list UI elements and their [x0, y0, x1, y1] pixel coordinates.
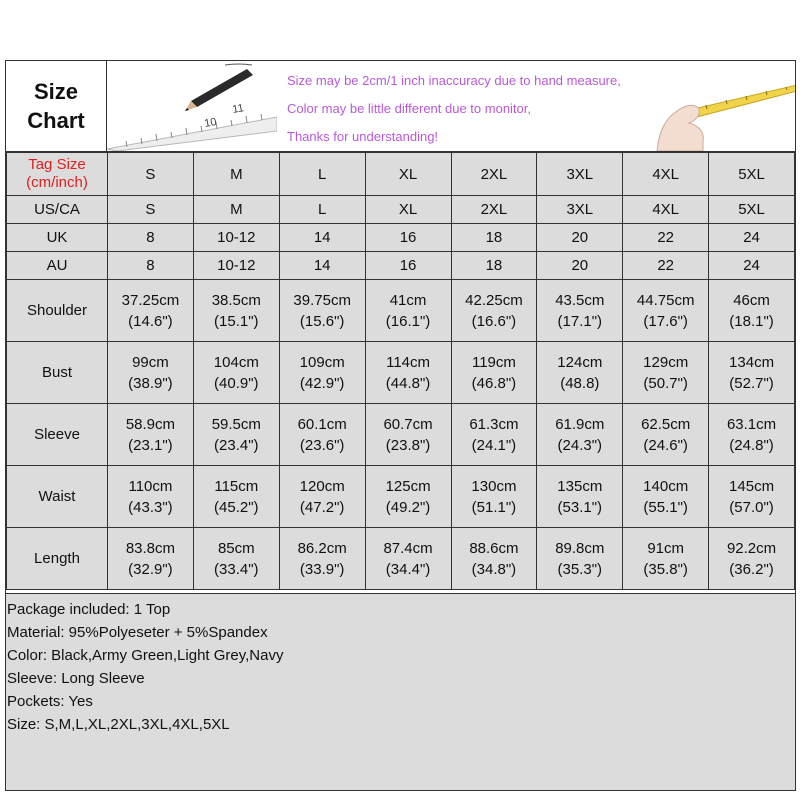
uk-cell: 22 — [623, 224, 709, 252]
bust-cm: 119cm — [471, 353, 516, 371]
bust-cm: 134cm — [729, 353, 775, 371]
shoulder-cm: 42.25cm — [465, 291, 523, 309]
table-row-tag-size — [7, 153, 795, 196]
length-cm: 86.2cm — [297, 539, 347, 557]
table-row-au — [7, 252, 795, 280]
us-ca-cell: 3XL — [537, 196, 623, 224]
length-cell — [279, 528, 365, 590]
tag-size-m: M — [193, 153, 279, 196]
us-ca-cell: 4XL — [623, 196, 709, 224]
chart-header — [6, 61, 795, 152]
tag-size-label-line-1: Tag Size — [28, 156, 86, 173]
length-inch: (35.8") — [643, 560, 688, 578]
au-cell: 20 — [537, 252, 623, 280]
length-cell — [709, 528, 795, 590]
bust-inch: (48.8) — [560, 374, 600, 392]
us-ca-cell: S — [108, 196, 194, 224]
length-cell — [193, 528, 279, 590]
bust-inch: (38.9") — [128, 374, 173, 392]
au-cell: 8 — [108, 252, 194, 280]
measurement-banner — [107, 61, 795, 151]
us-ca-label: US/CA — [7, 196, 108, 224]
bust-cm: 129cm — [643, 353, 689, 371]
package-included: Package included: 1 Top — [7, 601, 171, 618]
bust-cell — [365, 342, 451, 404]
shoulder-cell — [451, 280, 537, 342]
color-options: Color: Black,Army Green,Light Grey,Navy — [7, 647, 284, 664]
us-ca-cell: 5XL — [709, 196, 795, 224]
tag-size-5xl: 5XL — [709, 153, 795, 196]
table-row-length — [7, 528, 795, 590]
table-row-sleeve — [7, 404, 795, 466]
tag-size-label — [7, 153, 108, 196]
table-row-us-ca — [7, 196, 795, 224]
bust-inch: (42.9") — [299, 374, 345, 392]
us-ca-cell: M — [193, 196, 279, 224]
sleeve-inch: (24.6") — [643, 436, 688, 454]
bust-cm: 114cm — [386, 353, 431, 371]
au-cell: 24 — [709, 252, 795, 280]
length-cell — [537, 528, 623, 590]
waist-cell — [451, 466, 537, 528]
waist-label: Waist — [7, 466, 108, 528]
uk-cell: 16 — [365, 224, 451, 252]
bust-inch: (46.8") — [471, 374, 517, 392]
waist-cell — [279, 466, 365, 528]
shoulder-inch: (18.1") — [729, 312, 774, 330]
waist-cell — [623, 466, 709, 528]
shoulder-cm: 37.25cm — [121, 291, 180, 309]
waist-cm: 140cm — [643, 477, 689, 495]
bust-cell — [451, 342, 537, 404]
sleeve-inch: (23.8") — [385, 436, 431, 454]
length-cm: 92.2cm — [726, 539, 777, 557]
au-cell: 22 — [623, 252, 709, 280]
tag-size-2xl: 2XL — [451, 153, 537, 196]
shoulder-inch: (15.6") — [299, 312, 345, 330]
length-cm: 83.8cm — [125, 539, 176, 557]
bust-inch: (50.7") — [643, 374, 688, 392]
shoulder-cell — [365, 280, 451, 342]
waist-cm: 130cm — [471, 477, 517, 495]
bust-label: Bust — [7, 342, 108, 404]
length-inch: (32.9") — [128, 560, 173, 578]
bust-cell — [279, 342, 365, 404]
length-cm: 91cm — [647, 539, 685, 557]
bust-cm: 99cm — [132, 353, 169, 371]
us-ca-cell: 2XL — [451, 196, 537, 224]
waist-inch: (51.1") — [471, 498, 517, 516]
length-inch: (35.3") — [557, 560, 603, 578]
material: Material: 95%Polyeseter + 5%Spandex — [7, 624, 268, 641]
sleeve-type: Sleeve: Long Sleeve — [7, 670, 145, 687]
length-inch: (36.2") — [729, 560, 774, 578]
ruler-mark-11: 11 — [231, 102, 245, 116]
au-cell: 14 — [279, 252, 365, 280]
length-cm: 89.8cm — [555, 539, 605, 557]
bust-cm: 109cm — [299, 353, 345, 371]
waist-inch: (47.2") — [299, 498, 345, 516]
sleeve-cm: 60.7cm — [383, 415, 433, 433]
waist-cell — [108, 466, 194, 528]
tape-measure-hand-illustration — [637, 61, 795, 151]
bust-cell — [537, 342, 623, 404]
title-line-2: Chart — [27, 108, 85, 133]
sleeve-cm: 60.1cm — [297, 415, 347, 433]
shoulder-inch: (17.6") — [643, 312, 688, 330]
shoulder-inch: (17.1") — [557, 312, 603, 330]
note-thanks: Thanks for understanding! — [287, 129, 439, 144]
sleeve-inch: (24.8") — [729, 436, 774, 454]
product-info — [6, 593, 795, 790]
table-row-shoulder — [7, 280, 795, 342]
size-chart — [5, 60, 796, 791]
waist-inch: (49.2") — [385, 498, 431, 516]
size-options: Size: S,M,L,XL,2XL,3XL,4XL,5XL — [7, 716, 230, 733]
uk-cell: 14 — [279, 224, 365, 252]
sleeve-cm: 62.5cm — [641, 415, 691, 433]
shoulder-label: Shoulder — [7, 280, 108, 342]
shoulder-inch: (16.6") — [471, 312, 517, 330]
au-cell: 18 — [451, 252, 537, 280]
shoulder-cell — [193, 280, 279, 342]
length-inch: (34.4") — [385, 560, 431, 578]
waist-inch: (55.1") — [643, 498, 688, 516]
shoulder-cell — [537, 280, 623, 342]
sleeve-cell — [709, 404, 795, 466]
tag-size-xl: XL — [365, 153, 451, 196]
sleeve-cell — [537, 404, 623, 466]
length-inch: (33.9") — [299, 560, 345, 578]
sleeve-inch: (23.6") — [299, 436, 345, 454]
shoulder-cell — [279, 280, 365, 342]
bust-cm: 104cm — [213, 353, 259, 371]
sleeve-cm: 59.5cm — [211, 415, 261, 433]
pockets: Pockets: Yes — [7, 693, 93, 710]
uk-cell: 24 — [709, 224, 795, 252]
sleeve-label: Sleeve — [7, 404, 108, 466]
shoulder-cell — [108, 280, 194, 342]
table-row-uk — [7, 224, 795, 252]
waist-cm: 115cm — [214, 477, 259, 495]
shoulder-cm: 46cm — [733, 291, 770, 309]
tag-size-s: S — [108, 153, 194, 196]
uk-cell: 8 — [108, 224, 194, 252]
waist-cm: 125cm — [385, 477, 431, 495]
sleeve-cell — [623, 404, 709, 466]
bust-cell — [623, 342, 709, 404]
length-cell — [623, 528, 709, 590]
waist-inch: (53.1") — [557, 498, 603, 516]
uk-label: UK — [7, 224, 108, 252]
bust-cell — [709, 342, 795, 404]
sleeve-cell — [193, 404, 279, 466]
sleeve-cell — [451, 404, 537, 466]
sleeve-cell — [108, 404, 194, 466]
shoulder-cm: 43.5cm — [555, 291, 605, 309]
shoulder-cm: 44.75cm — [636, 291, 695, 309]
length-cm: 88.6cm — [469, 539, 519, 557]
length-cm: 85cm — [217, 539, 255, 557]
shoulder-inch: (14.6") — [128, 312, 173, 330]
shoulder-inch: (16.1") — [385, 312, 431, 330]
size-table — [6, 152, 795, 590]
length-inch: (34.8") — [471, 560, 517, 578]
uk-cell: 10-12 — [193, 224, 279, 252]
sleeve-cm: 61.9cm — [555, 415, 605, 433]
waist-cm: 135cm — [557, 477, 603, 495]
shoulder-cm: 41cm — [389, 291, 427, 309]
tag-size-l: L — [279, 153, 365, 196]
au-cell: 10-12 — [193, 252, 279, 280]
length-cm: 87.4cm — [383, 539, 433, 557]
sleeve-cm: 63.1cm — [726, 415, 777, 433]
length-inch: (33.4") — [214, 560, 259, 578]
waist-inch: (45.2") — [214, 498, 259, 516]
sleeve-inch: (23.4") — [214, 436, 259, 454]
au-label: AU — [7, 252, 108, 280]
waist-cm: 110cm — [128, 477, 173, 495]
waist-cell — [365, 466, 451, 528]
length-cell — [365, 528, 451, 590]
sleeve-cell — [365, 404, 451, 466]
table-row-waist — [7, 466, 795, 528]
uk-cell: 20 — [537, 224, 623, 252]
pencil-ruler-illustration — [107, 61, 277, 151]
waist-cell — [537, 466, 623, 528]
waist-inch: (57.0") — [729, 498, 774, 516]
shoulder-cm: 39.75cm — [293, 291, 351, 309]
sleeve-cm: 58.9cm — [125, 415, 176, 433]
us-ca-cell: L — [279, 196, 365, 224]
table-row-bust — [7, 342, 795, 404]
bust-cell — [193, 342, 279, 404]
bust-cm: 124cm — [557, 353, 603, 371]
length-cell — [108, 528, 194, 590]
shoulder-cell — [709, 280, 795, 342]
bust-cell — [108, 342, 194, 404]
sleeve-inch: (23.1") — [128, 436, 173, 454]
bust-inch: (52.7") — [729, 374, 774, 392]
uk-cell: 18 — [451, 224, 537, 252]
us-ca-cell: XL — [365, 196, 451, 224]
tag-size-3xl: 3XL — [537, 153, 623, 196]
shoulder-cell — [623, 280, 709, 342]
waist-inch: (43.3") — [128, 498, 173, 516]
waist-cm: 145cm — [729, 477, 775, 495]
au-cell: 16 — [365, 252, 451, 280]
size-chart-title — [6, 61, 107, 151]
sleeve-inch: (24.1") — [471, 436, 517, 454]
bust-inch: (44.8") — [385, 374, 431, 392]
shoulder-cm: 38.5cm — [211, 291, 261, 309]
note-hand-measure: Size may be 2cm/1 inch inaccuracy due to hand measure, — [287, 73, 621, 88]
sleeve-inch: (24.3") — [557, 436, 603, 454]
sleeve-cm: 61.3cm — [469, 415, 519, 433]
length-label: Length — [7, 528, 108, 590]
ruler-mark-10: 10 — [203, 116, 218, 130]
waist-cm: 120cm — [299, 477, 345, 495]
waist-cell — [193, 466, 279, 528]
note-color-difference: Color may be little different due to monitor, — [287, 101, 531, 116]
tag-size-4xl: 4XL — [623, 153, 709, 196]
waist-cell — [709, 466, 795, 528]
length-cell — [451, 528, 537, 590]
tag-size-unit-label: (cm/inch) — [26, 174, 88, 191]
title-line-1: Size — [33, 79, 79, 104]
shoulder-inch: (15.1") — [214, 312, 259, 330]
sleeve-cell — [279, 404, 365, 466]
bust-inch: (40.9") — [214, 374, 259, 392]
